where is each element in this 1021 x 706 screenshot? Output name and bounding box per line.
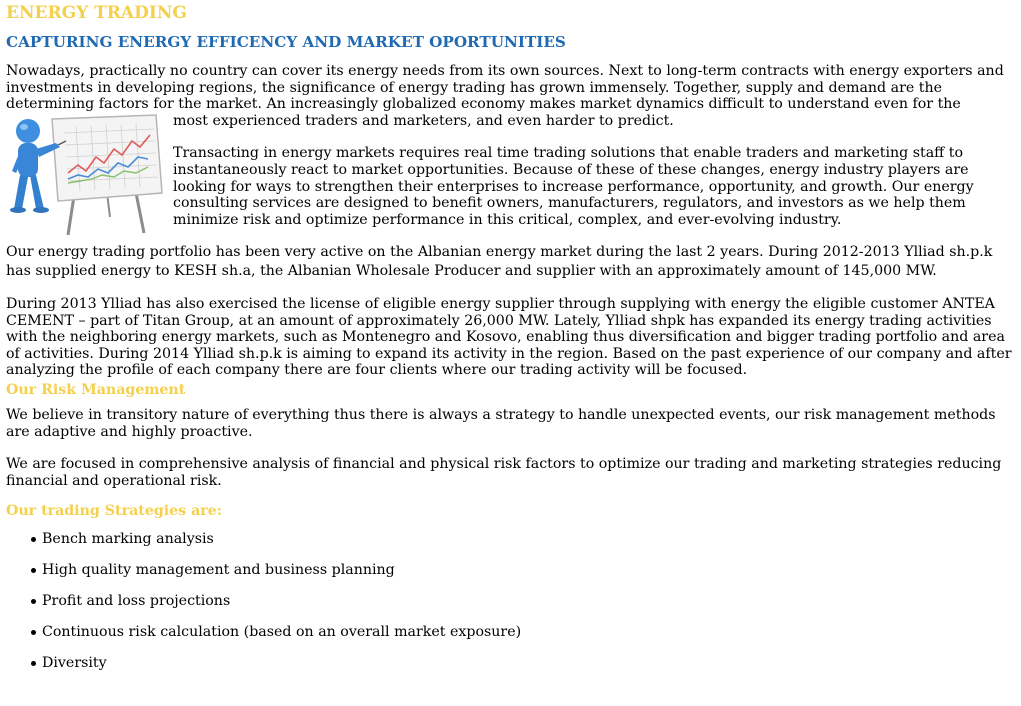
presenter-chart-icon bbox=[6, 113, 164, 239]
transacting-paragraph: Transacting in energy markets requires real time trading solutions that enable traders and marketing staff to instantaneously react to market opportunities. Because of these of these changes, energy industry players are looking for ways to strengthen their enterprises to increase performance, opportunity, and growth. Our energy consulting services are designed to benefit owners, manufacturers, regulators, and investors as we help them minimize risk and optimize performance in this critical, complex, and ever-evolving industry. bbox=[173, 145, 974, 228]
portfolio-text-b: amount of 145,000 MW. bbox=[765, 262, 937, 279]
license-paragraph: During 2013 Ylliad has also exercised the license of eligible energy supplier through supplying with energy the eligible customer ANTEA CEMENT – part of Titan Group, at an amount of approximately 26,000 MW. Lately, Ylliad shpk has expanded its energy trading activities with the neighboring energy markets, such as Montenegro and Kosovo, enabling thus diversification and bigger trading portfolio and area of activities. During 2014 Ylliad sh.p.k is aiming to expand its activity in the region. Based on the past experience of our company and after analyzing the profile of each company there are four clients where our trading activity will be focused. bbox=[6, 295, 1012, 379]
list-item bbox=[42, 531, 1015, 562]
figure-block bbox=[6, 113, 1015, 281]
list-item-text: High quality management and business planning bbox=[42, 562, 395, 579]
bullet-icon bbox=[31, 599, 36, 604]
intro-paragraph-b: most experienced traders and marketers, and even harder to predict. bbox=[173, 112, 674, 129]
bullet-icon bbox=[31, 568, 36, 573]
list-item bbox=[42, 655, 1015, 686]
strategies-title: Our trading Strategies are: bbox=[6, 503, 223, 520]
portfolio-paragraph bbox=[6, 244, 1015, 281]
page-subtitle: CAPTURING ENERGY EFFICENCY AND MARKET OPORTUNITIES bbox=[6, 33, 566, 51]
page-title: ENERGY TRADING bbox=[6, 3, 187, 23]
bullet-icon bbox=[31, 630, 36, 635]
list-item bbox=[42, 593, 1015, 624]
list-item bbox=[42, 624, 1015, 655]
list-item bbox=[42, 562, 1015, 593]
risk-paragraph-2: We are focused in comprehensive analysis of financial and physical risk factors to optimize our trading and marketing strategies reducing financial and operational risk. bbox=[6, 456, 1002, 489]
list-item-text: Profit and loss projections bbox=[42, 593, 231, 610]
list-item-text: Diversity bbox=[42, 655, 107, 672]
bullet-icon bbox=[31, 661, 36, 666]
intro-paragraph-a: Nowadays, practically no country can cover its energy needs from its own sources. Next to long-term contracts with energy exporters and investments in developing regions, the significance of energy trading has grown immensely. Together, supply and demand are the determining factors for the market. An increasingly globalized economy makes market dynamics difficult to understand even for the bbox=[6, 63, 1004, 113]
list-item-text: Bench marking analysis bbox=[42, 531, 214, 548]
bullet-icon bbox=[31, 537, 36, 542]
portfolio-text-a: Our energy trading portfolio has been very active on the Albanian energy market during the last 2 years. During 2012-2013 Ylliad sh.p.k has supplied energy to KESH sh.a, the Albanian Wholesale Producer and supplier with an approximately bbox=[6, 244, 993, 279]
risk-paragraph-1: We believe in transitory nature of everything thus there is always a strategy to handle unexpected events, our risk management methods are adaptive and highly proactive. bbox=[6, 406, 996, 440]
risk-section-title: Our Risk Management bbox=[6, 381, 186, 398]
list-item-text: Continuous risk calculation (based on an overall market exposure) bbox=[42, 624, 522, 641]
strategies-list bbox=[6, 531, 1015, 686]
